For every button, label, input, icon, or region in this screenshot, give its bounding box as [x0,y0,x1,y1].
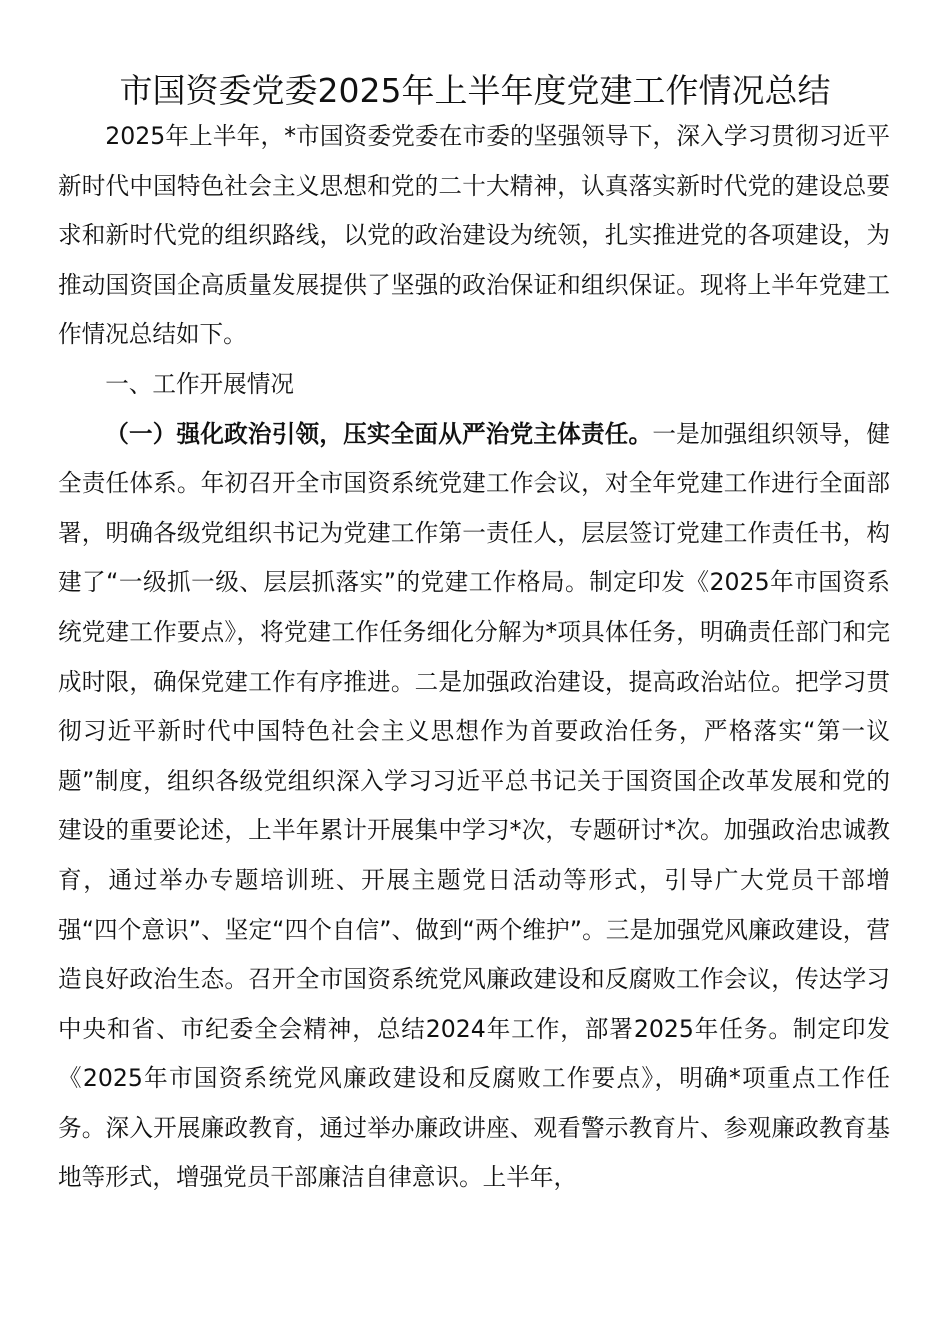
subsection-1-paragraph [58,410,890,1204]
subsection-1-body: 一是加强组织领导，健全责任体系。年初召开全市国资系统党建工作会议，对全年党建工作进行全面部署，明确各级党组织书记为党建工作第一责任人，层层签订党建工作责任书，构建了“一级抓一级、层层抓落实”的党建工作格局。制定印发《2025年市国资系统党建工作要点》，将党建工作任务细化分解为*项具体任务，明确责任部门和完成时限，确保党建工作有序推进。二是加强政治建设，提高政治站位。把学习贯彻习近平新时代中国特色社会主义思想作为首要政治任务，严格落实“第一议题”制度，组织各级党组织深入学习习近平总书记关于国资国企改革发展和党的建设的重要论述，上半年累计开展集中学习*次，专题研讨*次。加强政治忠诚教育，通过举办专题培训班、开展主题党日活动等形式，引导广大党员干部增强“四个意识”、坚定“四个自信”、做到“两个维护”。三是加强党风廉政建设，营造良好政治生态。召开全市国资系统党风廉政建设和反腐败工作会议，传达学习中央和省、市纪委全会精神，总结2024年工作，部署2025年任务。制定印发《2025年市国资系统党风廉政建设和反腐败工作要点》，明确*项重点工作任务。深入开展廉政教育，通过举办廉政讲座、观看警示教育片、参观廉政教育基地等形式，增强党员干部廉洁自律意识。上半年， [58,419,890,1192]
document-title: 市国资委党委2025年上半年度党建工作情况总结 [119,71,831,110]
section-heading: 一、工作开展情况 [105,369,294,398]
intro-paragraph: 2025年上半年，*市国资委党委在市委的坚强领导下，深入学习贯彻习近平新时代中国特色社会主义思想和党的二十大精神，认真落实新时代党的建设总要求和新时代党的组织路线，以党的政治建设为统领，扎实推进党的各项建设，为推动国资国企高质量发展提供了坚强的政治保证和组织保证。现将上半年党建工作情况总结如下。 [58,122,890,349]
subsection-1-lead: （一）强化政治引领，压实全面从严治党主体责任。 [105,419,653,448]
document-body [58,112,890,1203]
